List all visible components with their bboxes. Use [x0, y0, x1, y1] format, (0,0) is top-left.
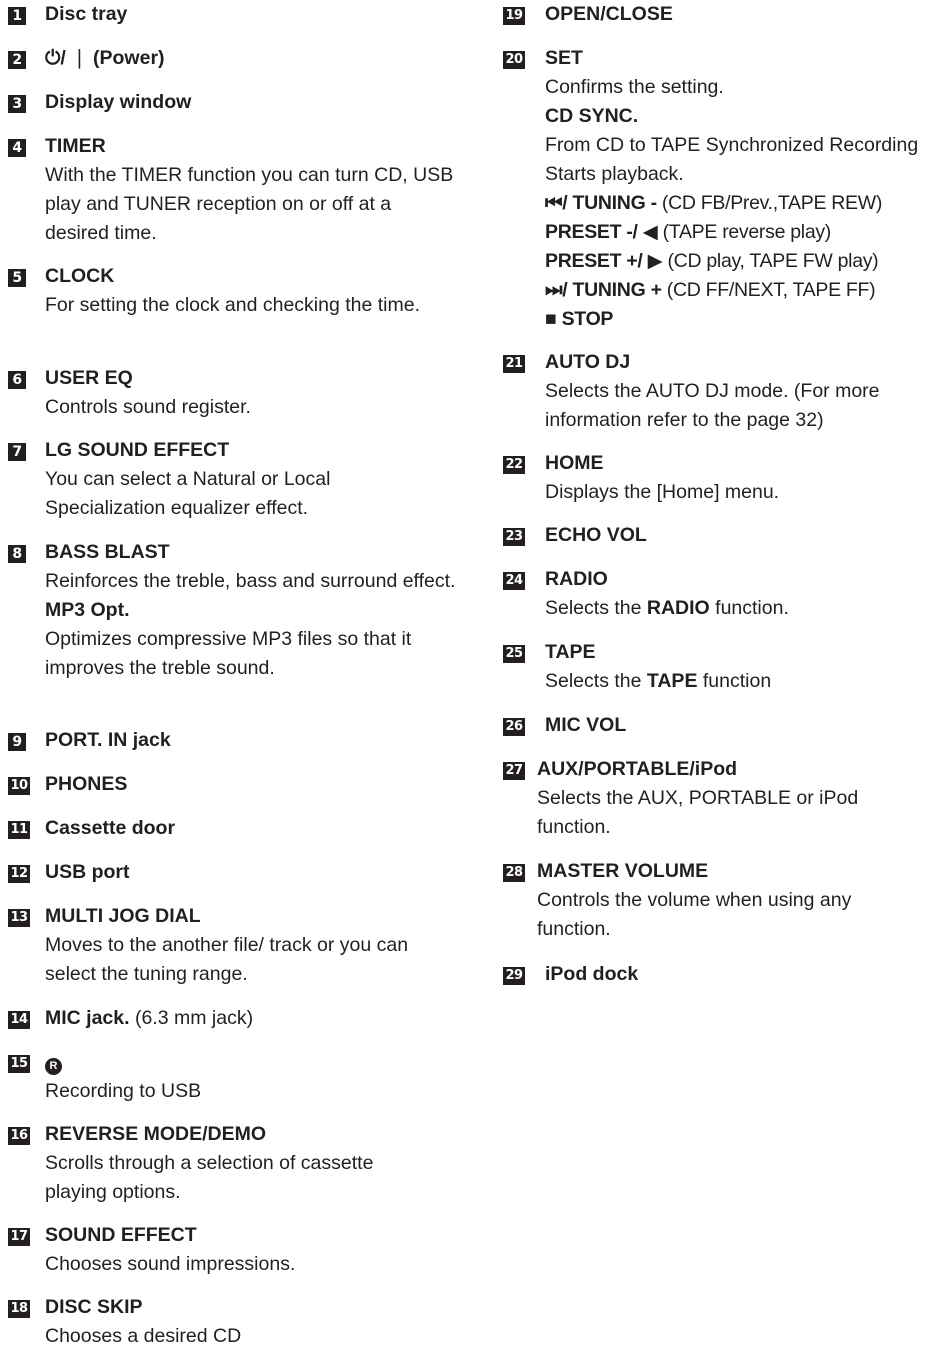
cd-sync-line-1: From CD to TAPE Synchronized Recording: [545, 134, 919, 156]
item-number-badge: 15: [8, 1055, 30, 1073]
item-description: Moves to the another file/ track or you can select the tuning range.: [45, 934, 409, 985]
item-title: MIC VOL: [545, 714, 627, 736]
power-title: ⏻/ ❘ (Power): [45, 47, 165, 69]
item-title: TAPE: [545, 641, 596, 663]
item-number-badge: 20: [503, 51, 525, 69]
item-description: Selects the TAPE function: [545, 670, 772, 692]
item-number-badge: 1: [8, 7, 26, 25]
item-number-badge: 21: [503, 355, 525, 373]
item-description: Reinforces the treble, bass and surround effect.: [45, 570, 456, 592]
item-title: [45, 1004, 456, 1033]
item-title: PORT. IN jack: [45, 729, 171, 751]
item-number-badge: 6: [8, 371, 26, 389]
item-description: For setting the clock and checking the time.: [45, 294, 421, 316]
control-stop: ■ STOP: [545, 305, 949, 334]
item-subtitle: MP3 Opt.: [45, 599, 130, 621]
item-number-badge: 12: [8, 865, 30, 883]
item-number-badge: 26: [503, 718, 525, 736]
item-title: MULTI JOG DIAL: [45, 905, 201, 927]
item-number-badge: 3: [8, 95, 26, 113]
item-number-badge: 24: [503, 572, 525, 590]
item-title: iPod dock: [545, 963, 639, 985]
skip-forward-icon: ⏭: [545, 279, 563, 301]
item-description: Chooses a desired CD: [45, 1325, 242, 1347]
item-number-badge: 29: [503, 967, 525, 985]
item-title: AUX/PORTABLE/iPod: [537, 758, 738, 780]
item-title: Cassette door: [45, 817, 176, 839]
item-description: With the TIMER function you can turn CD, USB play and TUNER reception on or off at a desired time.: [45, 164, 454, 244]
item-description: Controls the volume when using any function.: [537, 889, 852, 940]
item-title: USB port: [45, 861, 130, 883]
item-title: Display window: [45, 91, 192, 113]
item-title: PHONES: [45, 773, 128, 795]
item-title: LG SOUND EFFECT: [45, 439, 230, 461]
item-number-badge: 22: [503, 456, 525, 474]
item-description: Displays the [Home] menu.: [545, 481, 780, 503]
item-title: OPEN/CLOSE: [545, 3, 673, 25]
item-number-badge: 11: [8, 821, 30, 839]
item-number-badge: 16: [8, 1127, 30, 1145]
item-number-badge: 17: [8, 1228, 30, 1246]
control-preset-minus: PRESET -/ ◀ (TAPE reverse play): [545, 218, 949, 247]
item-title: AUTO DJ: [545, 351, 631, 373]
mic-jack-note: (6.3 mm jack): [129, 1007, 254, 1029]
control-preset-plus: PRESET +/ ▶ (CD play, TAPE FW play): [545, 247, 949, 276]
item-number-badge: 8: [8, 545, 26, 563]
item-number-badge: 13: [8, 909, 30, 927]
item-number-badge: 2: [8, 51, 26, 69]
item-number-badge: 14: [8, 1011, 30, 1029]
cd-sync-line-2: Starts playback.: [545, 163, 684, 185]
item-number-badge: 28: [503, 864, 525, 882]
item-description: Selects the AUTO DJ mode. (For more information refer to the page 32): [545, 380, 880, 431]
item-title: TIMER: [45, 135, 106, 157]
item-number-badge: 5: [8, 269, 26, 287]
stop-icon: ■: [545, 308, 557, 330]
item-number-badge: 10: [8, 777, 30, 795]
reverse-play-icon: ◀: [642, 221, 658, 243]
play-icon: ▶: [647, 250, 663, 272]
item-description: Controls sound register.: [45, 396, 251, 418]
item-title: ECHO VOL: [545, 524, 647, 546]
control-prev-tuning: ⏮/ TUNING - (CD FB/Prev.,TAPE REW): [545, 189, 949, 218]
item-description: Recording to USB: [45, 1080, 202, 1102]
item-number-badge: 25: [503, 645, 525, 663]
item-title: DISC SKIP: [45, 1296, 143, 1318]
item-description: Chooses sound impressions.: [45, 1253, 296, 1275]
item-description: Scrolls through a selection of cassette playing options.: [45, 1152, 374, 1203]
item-title: SET: [545, 47, 583, 69]
item-title: Disc tray: [45, 3, 128, 25]
item-title: CLOCK: [45, 265, 115, 287]
item-title: REVERSE MODE/DEMO: [45, 1123, 267, 1145]
item-title: RADIO: [545, 568, 608, 590]
item-description: Selects the AUX, PORTABLE or iPod function.: [537, 787, 859, 838]
item-description: Selects the RADIO function.: [545, 597, 789, 619]
mic-jack-label: MIC jack.: [45, 1007, 130, 1029]
item-number-badge: 7: [8, 443, 26, 461]
item-number-badge: 18: [8, 1300, 30, 1318]
item-description: Confirms the setting.: [545, 76, 724, 98]
item-title: SOUND EFFECT: [45, 1224, 197, 1246]
item-title: HOME: [545, 452, 604, 474]
item-number-badge: 23: [503, 528, 525, 546]
item-number-badge: 27: [503, 762, 525, 780]
item-title: BASS BLAST: [45, 541, 170, 563]
item-description: You can select a Natural or Local Specialization equalizer effect.: [45, 468, 331, 519]
skip-back-icon: ⏮: [545, 192, 563, 214]
item-title: MASTER VOLUME: [537, 860, 709, 882]
record-icon: R: [45, 1058, 62, 1075]
item-sub-description: Optimizes compressive MP3 files so that it improves the treble sound.: [45, 628, 412, 679]
item-number-badge: 4: [8, 139, 26, 157]
control-next-tuning: ⏭/ TUNING + (CD FF/NEXT, TAPE FF): [545, 276, 949, 305]
item-number-badge: 19: [503, 7, 525, 25]
item-subtitle: CD SYNC.: [545, 105, 639, 127]
item-title: USER EQ: [45, 367, 133, 389]
item-number-badge: 9: [8, 733, 26, 751]
